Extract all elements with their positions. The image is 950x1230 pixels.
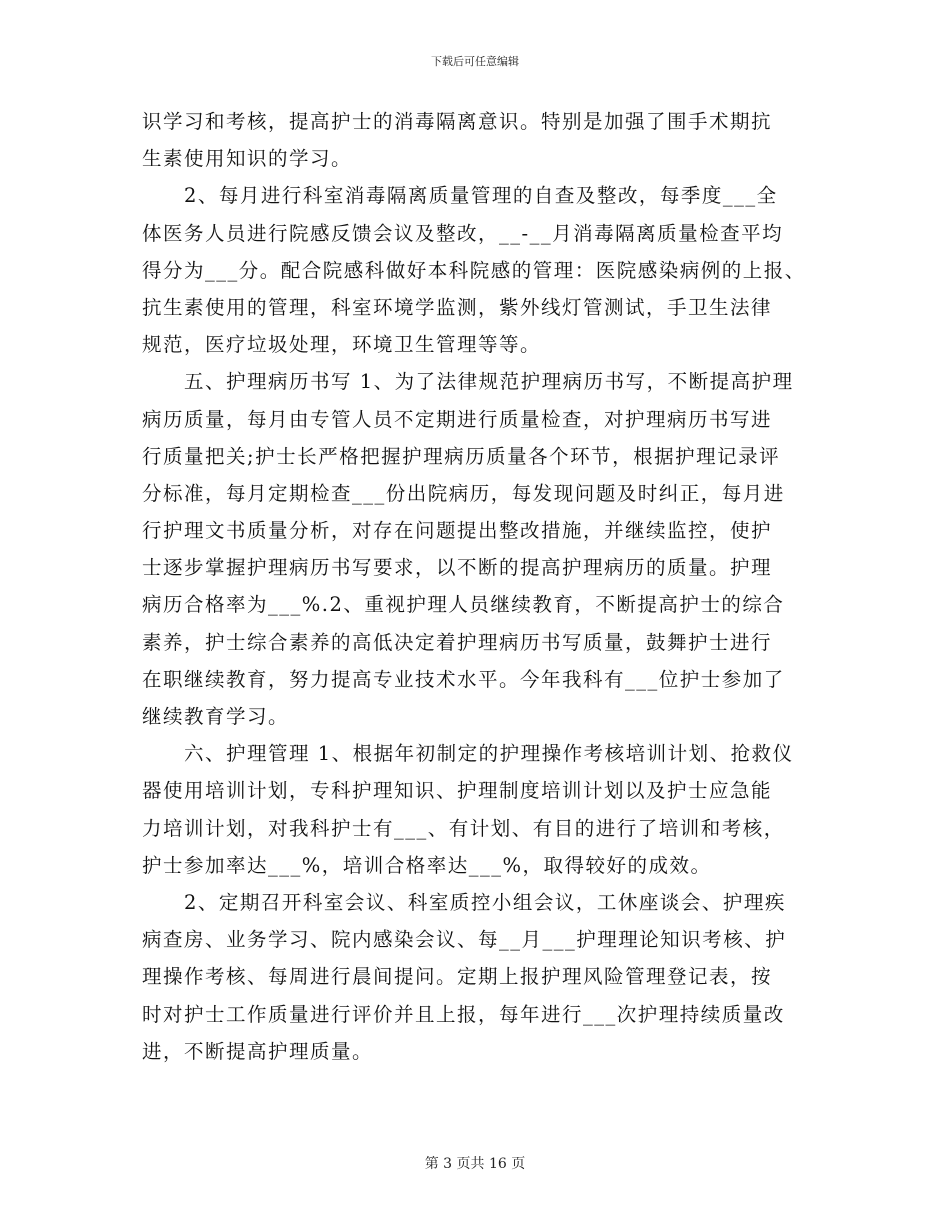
text-line: 行护理文书质量分析，对存在问题提出整改措施，并继续监控，使护 (142, 519, 773, 543)
text-line: 继续教育学习。 (142, 705, 290, 728)
text-line: 抗生素使用的管理，科室环境学监测，紫外线灯管测试，手卫生法律 (142, 295, 773, 319)
document-body (142, 103, 822, 1070)
text-line: 士逐步掌握护理病历书写要求，以不断的提高护理病历的质量。护理 (142, 556, 773, 580)
text-line: 理操作考核、每周进行晨间提问。定期上报护理风险管理登记表，按 (142, 965, 773, 989)
text-line: 进，不断提高护理质量。 (142, 1039, 374, 1063)
text-line: 2、每月进行科室消毒隔离质量管理的自查及整改，每季度___全 (142, 184, 778, 208)
text-line: 识学习和考核，提高护士的消毒隔离意识。特别是加强了围手术期抗 (142, 110, 773, 133)
text-line: 在职继续教育，努力提高专业技术水平。今年我科有___位护士参加了 (142, 667, 785, 691)
text-line: 分标准，每月定期检查___份出院病历，每发现问题及时纠正，每月进 (142, 481, 785, 505)
text-line: 规范，医疗垃圾处理，环境卫生管理等等。 (142, 333, 542, 357)
text-line: 病历合格率为___%.2、重视护理人员继续教育，不断提高护士的综合 (142, 593, 785, 617)
text-line: 得分为___分。配合院感科做好本科院感的管理：医院感染病例的上报、 (142, 258, 806, 282)
text-line: 器使用培训计划，专科护理知识、护理制度培训计划以及护士应急能 (142, 779, 773, 803)
text-line: 体医务人员进行院感反馈会议及整改，__-__月消毒隔离质量检查平均 (142, 221, 784, 245)
text-line: 病历质量，每月由专管人员不定期进行质量检查，对护理病历书写进 (142, 407, 773, 431)
text-line: 2、定期召开科室会议、科室质控小组会议，工休座谈会、护理疾 (142, 890, 786, 914)
text-line: 生素使用知识的学习。 (142, 147, 353, 171)
text-line: 护士参加率达___%，培训合格率达___%，取得较好的成效。 (142, 853, 712, 877)
text-line: 素养，护士综合素养的高低决定着护理病历书写质量，鼓舞护士进行 (142, 630, 773, 654)
text-line: 六、护理管理 1、根据年初制定的护理操作考核培训计划、抢救仪 (142, 742, 794, 766)
page-header: 下载后可任意编辑 (431, 55, 519, 68)
text-line: 力培训计划，对我科护士有___、有计划、有目的进行了培训和考核， (142, 816, 785, 840)
text-line: 五、护理病历书写 1、为了法律规范护理病历书写，不断提高护理 (142, 370, 794, 394)
page-footer: 第 3 页共 16 页 (424, 1156, 526, 1172)
text-line: 时对护士工作质量进行评价并且上报，每年进行___次护理持续质量改 (142, 1002, 785, 1026)
text-line: 病查房、业务学习、院内感染会议、每__月___护理理论知识考核、护 (142, 928, 787, 952)
text-line: 行质量把关;护士长严格把握护理病历质量各个环节，根据护理记录评 (142, 444, 781, 468)
